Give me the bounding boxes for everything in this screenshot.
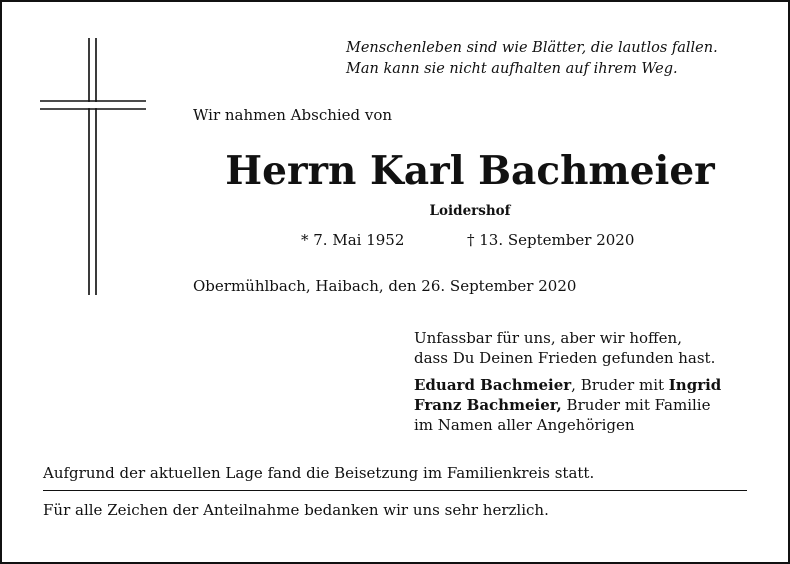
location-date: Obermühlbach, Haibach, den 26. September 2020 [193,277,577,295]
hope-text [414,328,715,368]
signer-line-2 [414,395,721,415]
signer-relation-2: Bruder mit Familie [561,396,711,414]
death-date: † 13. September 2020 [467,231,635,249]
quote-line-2: Man kann sie nicht aufhalten auf ihrem Weg. [346,61,678,77]
birth-date: * 7. Mai 1952 [301,231,405,249]
memorial-quote [346,38,718,80]
signer-line-1 [414,375,721,395]
signer-name-ingrid: Ingrid [668,376,722,394]
deceased-place: Loidershof [429,203,511,219]
signer-name-franz: Franz Bachmeier, [414,396,562,414]
quote-line-1: Menschenleben sind wie Blätter, die lautlos fallen. [346,40,718,56]
thanks-text: Für alle Zeichen der Anteilnahme bedanken wir uns sehr herzlich. [43,501,549,519]
signers-block [414,375,721,435]
burial-note: Aufgrund der aktuellen Lage fand die Beisetzung im Familienkreis statt. [43,464,595,482]
signer-line-3: im Namen aller Angehörigen [414,416,635,434]
signer-relation-1: , Bruder mit [571,376,669,394]
intro-text: Wir nahmen Abschied von [193,106,393,124]
divider [43,490,747,491]
deceased-name: Herrn Karl Bachmeier [225,148,715,194]
signer-name-eduard: Eduard Bachmeier [414,376,572,394]
hope-line-2: dass Du Deinen Frieden gefunden hast. [414,349,716,367]
hope-line-1: Unfassbar für uns, aber wir hoffen, [414,329,682,347]
